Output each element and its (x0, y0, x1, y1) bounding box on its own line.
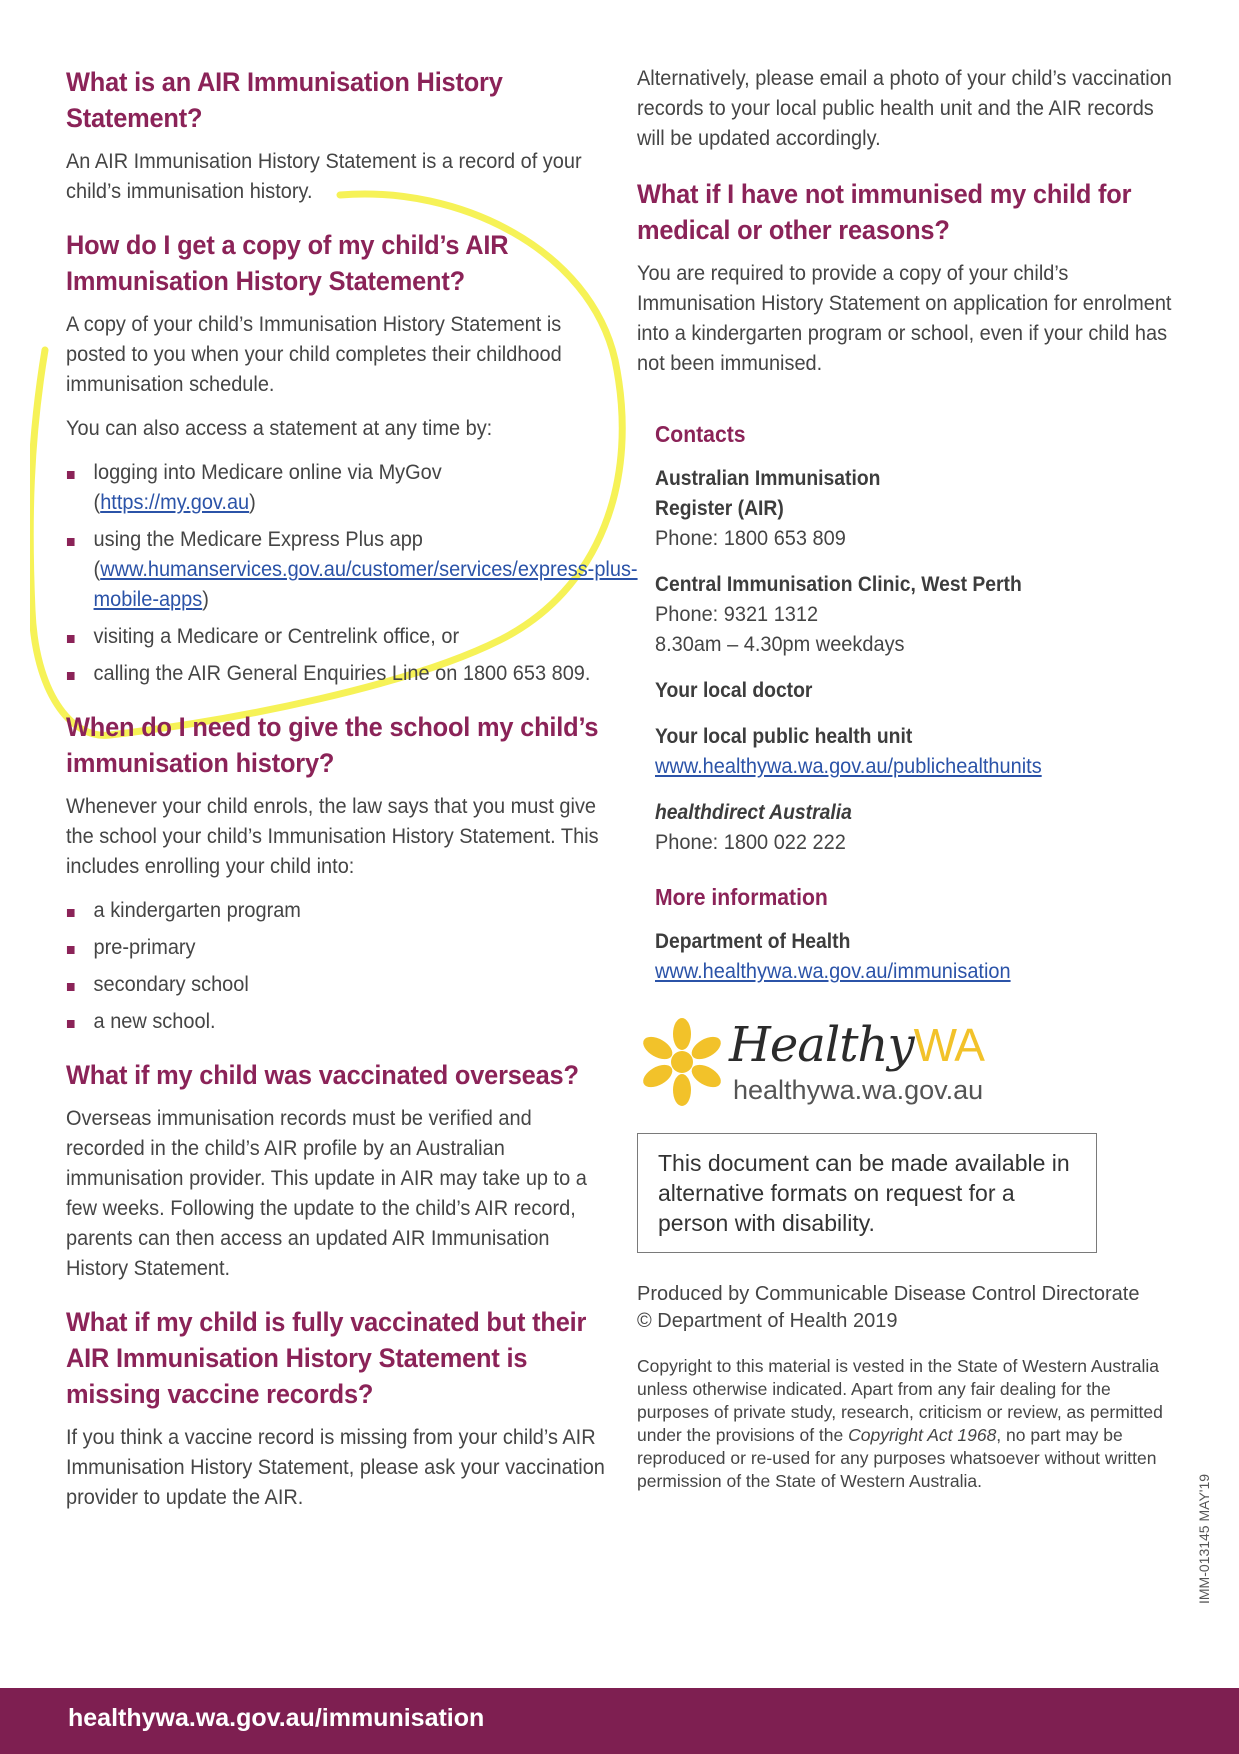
more-info-title: More information (655, 884, 828, 910)
section-missing-records (66, 1304, 614, 1513)
contacts-title: Contacts (655, 421, 746, 447)
list-item: logging into Medicare online via MyGov (https://my.gov.au) (66, 458, 640, 518)
produced-by: Produced by Communicable Disease Control Directorate © Department of Health 2019 (637, 1283, 1140, 1332)
accessibility-notice: This document can be made available in alternative formats on request for a person with disability. (637, 1133, 1097, 1253)
para-what-is-air: An AIR Immunisation History Statement is a record of your child’s immunisation history. (66, 150, 582, 203)
document-code: IMM-013145 MAY'19 (1196, 1473, 1212, 1604)
para-missing-records: If you think a vaccine record is missing from your child’s AIR Immunisation History Statement, please ask your vaccination provider to update the AIR. (66, 1426, 605, 1509)
contact-healthdirect (655, 798, 1177, 858)
contact-name: Your local public health unit (655, 725, 913, 748)
section-when-give-school (66, 709, 614, 1037)
logo-wordmark: HealthyWA (729, 1017, 984, 1073)
contact-name: Your local doctor (655, 679, 813, 702)
list-item: a new school. (66, 1007, 640, 1037)
contacts-panel (637, 421, 1177, 987)
healthywa-logo (637, 1017, 1177, 1113)
left-column (66, 64, 638, 1533)
contact-phone: Phone: 1800 653 809 (655, 527, 846, 550)
contact-name: Australian Immunisation Register (AIR) (655, 467, 881, 520)
contact-name: Central Immunisation Clinic, West Perth (655, 573, 1022, 596)
contact-phone: Phone: 9321 1312 (655, 603, 819, 626)
list-item: calling the AIR General Enquiries Line on 1800 653 809. (66, 659, 640, 689)
heading-when-give-school: When do I need to give the school my child’s immunisation history? (66, 712, 599, 778)
section-not-immunised (637, 176, 1177, 379)
para-enrol-law: Whenever your child enrols, the law says that you must give the school your child’s Immunisation History Statement. This includes enrolling your child into: (66, 795, 599, 878)
doh-link[interactable]: www.healthywa.wa.gov.au/immunisation (655, 960, 1011, 983)
list-item: using the Medicare Express Plus app (www.humanservices.gov.au/customer/services/express-plus-mobile-apps) (66, 525, 640, 615)
para-overseas: Overseas immunisation records must be verified and recorded in the child’s AIR profile by an Australian immunisation provider. This update in AIR may take up to a few weeks. Following the update to the child’s AIR record, parents can then access an updated AIR Immunisation History Statement. (66, 1107, 587, 1280)
logo-url: healthywa.wa.gov.au (733, 1075, 984, 1105)
heading-missing-records: What if my child is fully vaccinated but their AIR Immunisation History Statement is missing vaccine records? (66, 1307, 587, 1409)
section-overseas (66, 1057, 614, 1284)
heading-overseas: What if my child was vaccinated overseas? (66, 1060, 579, 1090)
footer-bar (0, 1688, 1239, 1754)
sun-icon (637, 1017, 727, 1107)
contact-cic (655, 570, 1177, 660)
section-get-copy (66, 227, 638, 689)
para-alternatively: Alternatively, please email a photo of your child’s vaccination records to your local public health unit and the AIR records will be updated accordingly. (637, 67, 1172, 150)
copyright-notice: Copyright to this material is vested in the State of Western Australia unless otherwise indicated. Apart from any fair dealing for the purposes of private study, research, criticism or review, as permitted under the provisions of the Copyright Act 1968, no part may be reproduced or re-used for any purposes whatsoever without written permission of the State of Western Australia. (637, 1356, 1163, 1491)
list-item: pre-primary (66, 933, 640, 963)
heading-what-is-air: What is an AIR Immunisation History Statement? (66, 67, 503, 133)
para-not-immunised: You are required to provide a copy of your child’s Immunisation History Statement on application for enrolment into a kindergarten program or school, even if your child has not been immunised. (637, 262, 1172, 375)
contact-air (655, 464, 1177, 554)
heading-not-immunised: What if I have not immunised my child for medical or other reasons? (637, 179, 1132, 245)
mygov-link[interactable]: https://my.gov.au (100, 491, 250, 514)
access-methods-list (66, 458, 638, 689)
enrolment-list (66, 896, 614, 1037)
list-item: a kindergarten program (66, 896, 640, 926)
contact-hours: 8.30am – 4.30pm weekdays (655, 633, 905, 656)
list-item: secondary school (66, 970, 640, 1000)
contact-name: Department of Health (655, 930, 851, 953)
contact-phone: Phone: 1800 022 222 (655, 831, 846, 854)
contact-name: healthdirect Australia (655, 801, 852, 824)
phu-link[interactable]: www.healthywa.wa.gov.au/publichealthunits (655, 755, 1042, 778)
heading-get-copy: How do I get a copy of my child’s AIR Immunisation History Statement? (66, 230, 509, 296)
para-access-anytime: You can also access a statement at any time by: (66, 417, 493, 440)
contact-doh (655, 927, 1177, 987)
contact-phu (655, 722, 1177, 782)
section-what-is-air (66, 64, 614, 207)
express-plus-link[interactable]: www.humanservices.gov.au/customer/services/express-plus-mobile-apps (93, 558, 638, 611)
para-copy-posted: A copy of your child’s Immunisation History Statement is posted to you when your child completes their childhood immunisation schedule. (66, 313, 562, 396)
footer-url[interactable]: healthywa.wa.gov.au/immunisation (68, 1704, 485, 1732)
right-column (637, 64, 1177, 1493)
contact-doctor (655, 676, 1177, 706)
list-item: visiting a Medicare or Centrelink office, or (66, 622, 640, 652)
